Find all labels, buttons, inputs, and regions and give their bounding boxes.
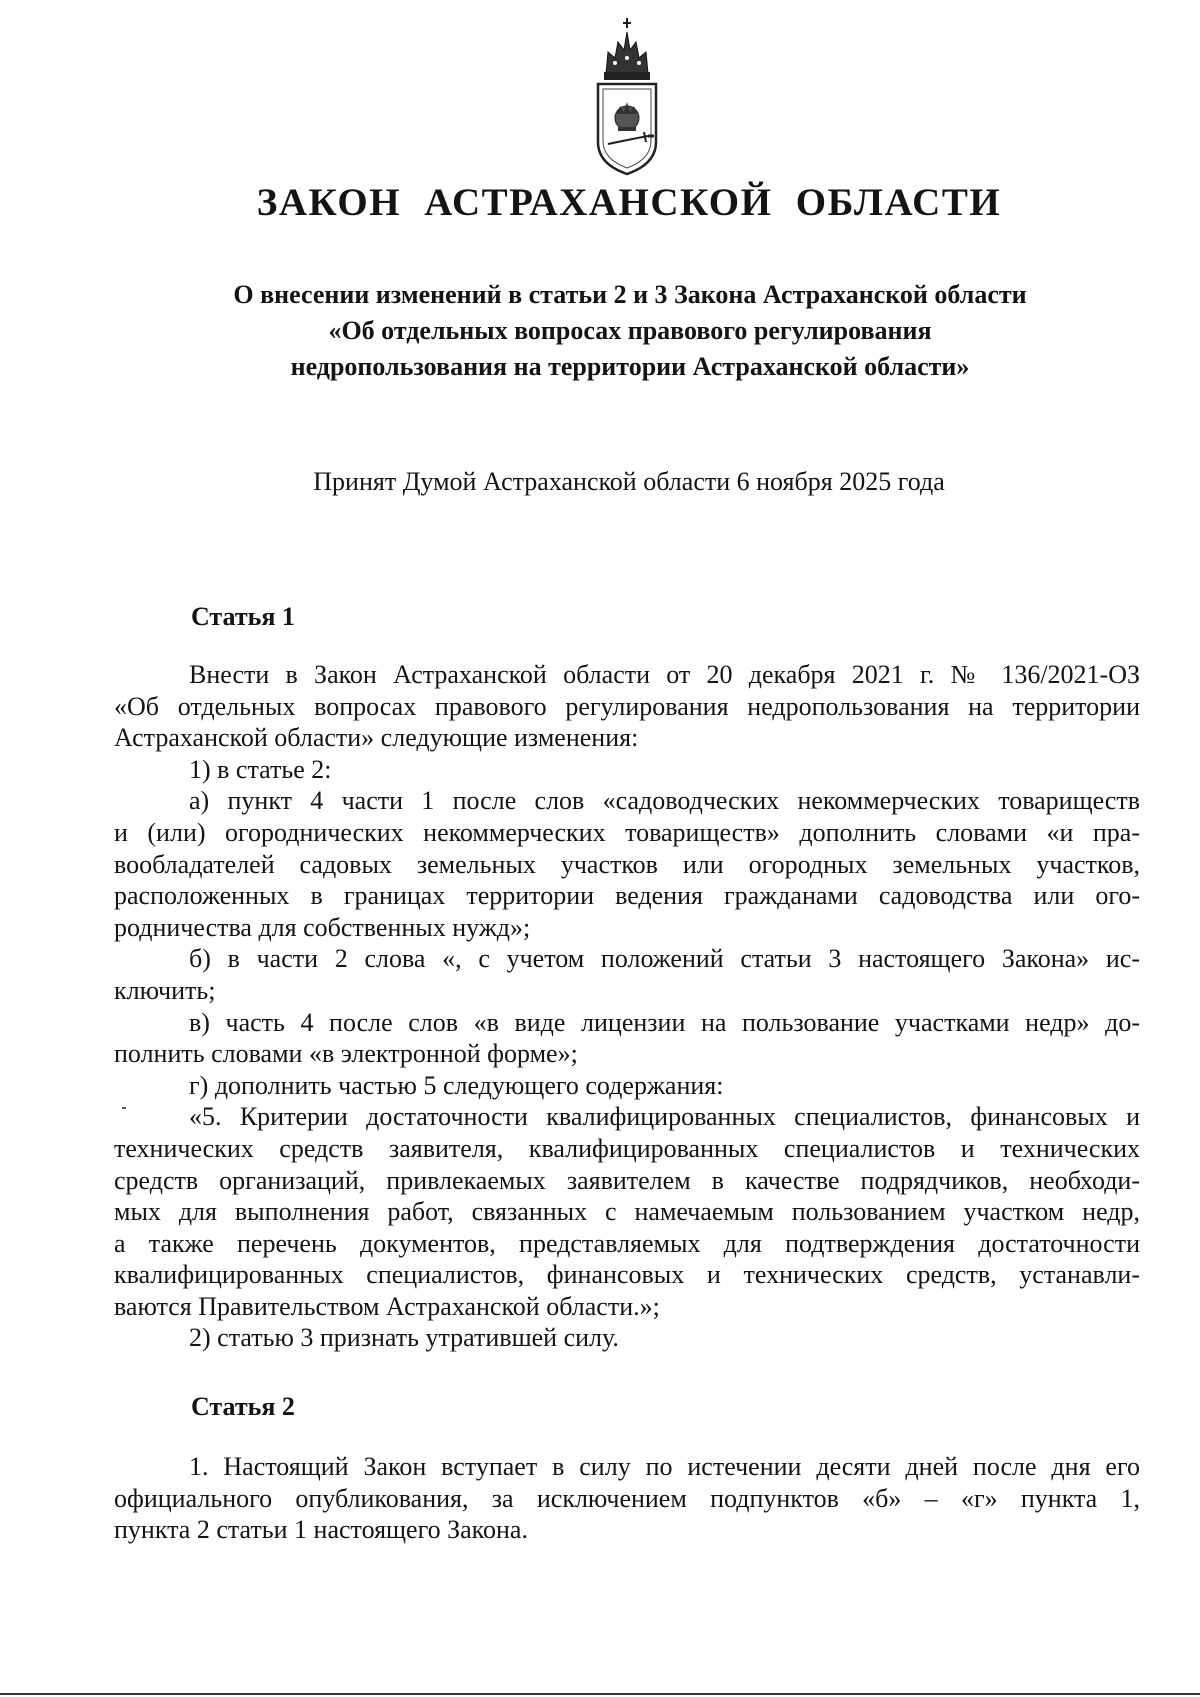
article-2-body [114, 1451, 1140, 1546]
text-line: технических средств заявителя, квалифицированных специалистов и технических [114, 1133, 1140, 1163]
text-line: а также перечень документов, представляемых для подтверждения достаточности [114, 1228, 1140, 1258]
text-line: а) пункт 4 части 1 после слов «садоводческих некоммерческих товариществ [189, 786, 1140, 816]
text-line: 2) статью 3 признать утратившей силу. [189, 1323, 619, 1353]
article-2-heading: Статья 2 [191, 1392, 295, 1421]
subtitle-line: О внесении изменений в статьи 2 и 3 Закона Астраханской области [233, 280, 1027, 309]
text-line: ключить; [114, 975, 216, 1005]
subtitle-line: «Об отдельных вопросах правового регулирования [328, 316, 932, 345]
text-line: Внести в Закон Астраханской области от 20 декабря 2021 г. № 136/2021-ОЗ [189, 660, 1140, 689]
text-line: полнить словами «в электронной форме»; [114, 1039, 578, 1069]
text-line: Астраханской области» следующие изменения: [114, 723, 639, 753]
text-line: 1) в статье 2: [189, 754, 332, 784]
text-line: расположенных в границах территории ведения гражданами садоводства или ого- [114, 881, 1140, 911]
text-line: средств организаций, привлекаемых заявителем в качестве подрядчиков, необходи- [114, 1165, 1140, 1195]
law-subtitle [170, 277, 1090, 385]
text-line: г) дополнить частью 5 следующего содержания: [189, 1070, 724, 1100]
text-line: 1. Настоящий Закон вступает в силу по истечении десяти дней после дня его [189, 1452, 1140, 1481]
text-line: мых для выполнения работ, связанных с намечаемым пользованием участком недр, [114, 1197, 1140, 1227]
text-line: официального опубликования, за исключением подпунктов «б» – «г» пункта 1, [114, 1483, 1140, 1513]
text-line: «Об отдельных вопросах правового регулирования недропользования на территории [114, 691, 1140, 721]
text-line: и (или) огороднических некоммерческих товариществ» дополнить словами «и пра- [114, 817, 1140, 847]
text-line: в) часть 4 после слов «в виде лицензии на пользование участками недр» до- [189, 1007, 1140, 1037]
text-line: квалифицированных специалистов, финансовых и технических средств, устанавли- [114, 1260, 1140, 1290]
text-line: «5. Критерии достаточности квалифицированных специалистов, финансовых и [189, 1102, 1140, 1132]
subtitle-line: недропользования на территории Астраханской области» [290, 352, 970, 381]
text-line: пункта 2 статьи 1 настоящего Закона. [114, 1515, 528, 1545]
text-line: ваются Правительством Астраханской области.»; [114, 1291, 660, 1321]
text-line: родничества для собственных нужд»; [114, 912, 531, 942]
coat-of-arms-icon [580, 18, 680, 178]
scan-mark [122, 1107, 126, 1109]
adoption-note: Принят Думой Астраханской области 6 ноября 2025 года [313, 467, 945, 496]
article-1-heading: Статья 1 [191, 602, 295, 631]
law-title: ЗАКОН АСТРАХАНСКОЙ ОБЛАСТИ [256, 181, 1002, 224]
text-line: вообладателей садовых земельных участков или огородных земельных участков, [114, 849, 1140, 879]
article-1-body [114, 659, 1140, 1354]
page-bottom-rule [0, 1693, 1200, 1695]
text-line: б) в части 2 слова «, с учетом положений статьи 3 настоящего Закона» ис- [189, 944, 1140, 974]
